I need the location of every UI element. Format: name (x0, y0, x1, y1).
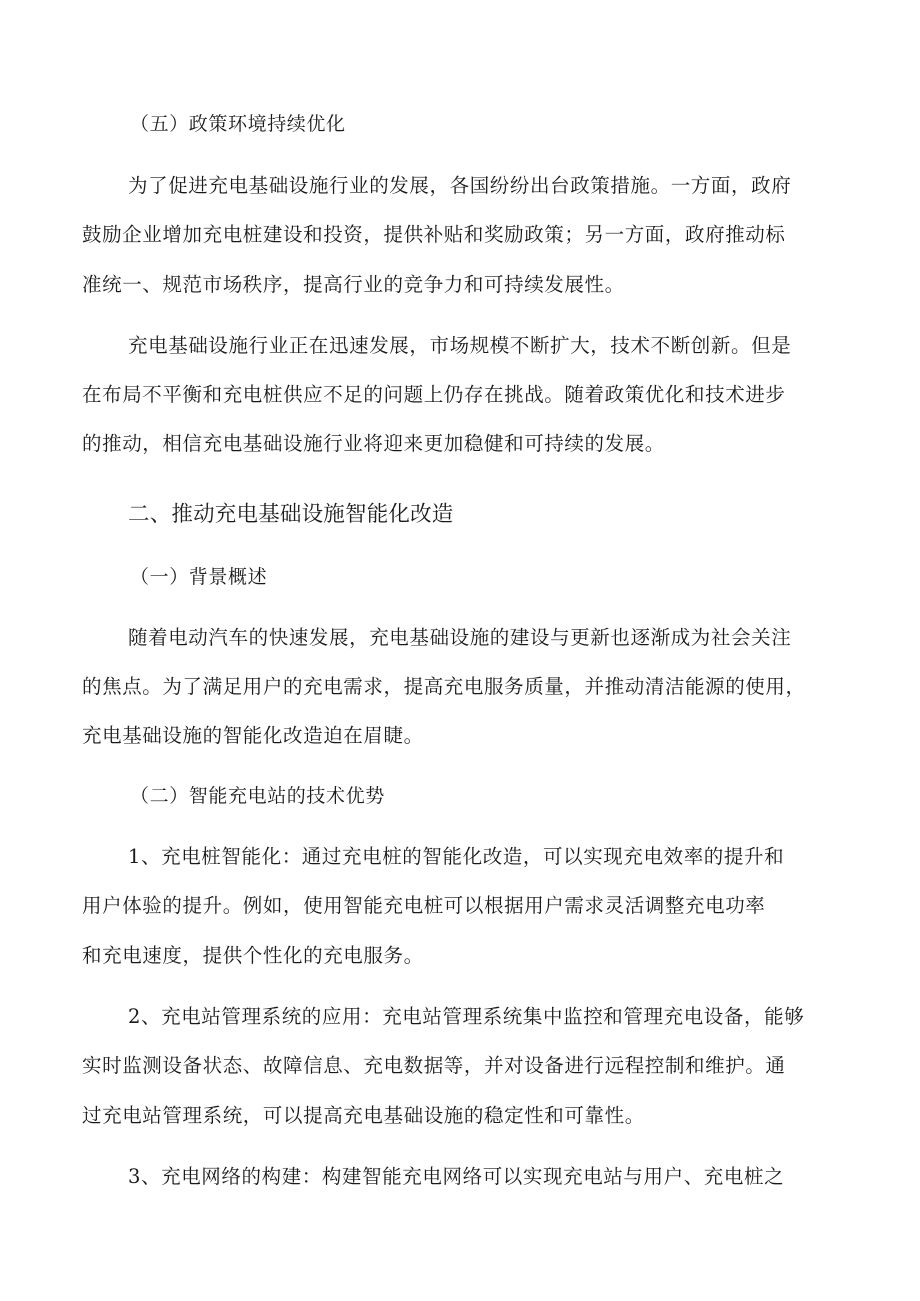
item-1-line-1: 1、充电桩智能化：通过充电桩的智能化改造，可以实现充电效率的提升和 (128, 845, 785, 868)
section-2-heading: （二）智能充电站的技术优势 (130, 785, 385, 807)
paragraph-summary-line-1: 充电基础设施行业正在迅速发展，市场规模不断扩大，技术不断创新。但是 (128, 334, 792, 357)
paragraph-background-line-1: 随着电动汽车的快速发展，充电基础设施的建设与更新也逐渐成为社会关注 (128, 626, 792, 649)
item-1-line-2: 用户体验的提升。例如，使用智能充电桩可以根据用户需求灵活调整充电功率 (82, 894, 766, 917)
chapter-2-heading: 二、推动充电基础设施智能化改造 (128, 502, 454, 527)
paragraph-summary-line-3: 的推动，相信充电基础设施行业将迎来更加稳健和可持续的发展。 (82, 432, 665, 455)
paragraph-summary-line-2: 在布局不平衡和充电桩供应不足的问题上仍存在挑战。随着政策优化和技术进步 (82, 383, 786, 406)
paragraph-policy-line-3: 准统一、规范市场秩序，提高行业的竞争力和可持续发展性。 (82, 273, 625, 296)
item-3-line-1: 3、充电网络的构建：构建智能充电网络可以实现充电站与用户、充电桩之 (128, 1165, 785, 1188)
section-5-heading: （五）政策环境持续优化 (130, 113, 346, 135)
paragraph-background-line-3: 充电基础设施的智能化改造迫在眉睫。 (82, 724, 424, 747)
paragraph-policy-line-2: 鼓励企业增加充电桩建设和投资，提供补贴和奖励政策；另一方面，政府推动标 (82, 223, 786, 246)
item-2-line-3: 过充电站管理系统，可以提高充电基础设施的稳定性和可靠性。 (82, 1104, 645, 1127)
paragraph-background-line-2: 的焦点。为了满足用户的充电需求，提高充电服务质量，并推动清洁能源的使用， (82, 675, 806, 698)
item-1-line-3: 和充电速度，提供个性化的充电服务。 (82, 944, 424, 967)
item-2-line-1: 2、充电站管理系统的应用：充电站管理系统集中监控和管理充电设备，能够 (128, 1005, 805, 1028)
item-2-line-2: 实时监测设备状态、故障信息、充电数据等，并对设备进行远程控制和维护。通 (82, 1054, 786, 1077)
section-1-heading: （一）背景概述 (130, 566, 268, 588)
paragraph-policy-line-1: 为了促进充电基础设施行业的发展，各国纷纷出台政策措施。一方面，政府 (128, 174, 792, 197)
